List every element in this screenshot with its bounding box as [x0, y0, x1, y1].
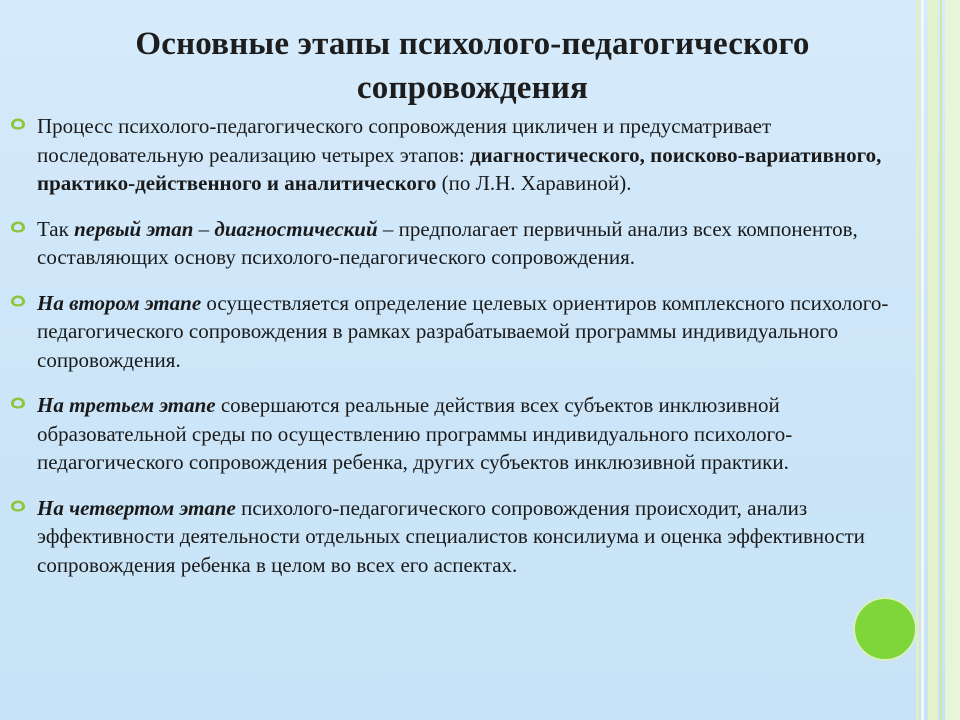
green-o-bullet-icon	[10, 220, 26, 234]
title-line-2: сопровождения	[356, 70, 589, 106]
stripe	[921, 0, 924, 720]
bullet-list	[10, 112, 910, 596]
item-emphasis-text: На втором этапе	[37, 290, 202, 315]
stripe	[928, 0, 938, 720]
slide-title	[40, 22, 905, 110]
item-emphasis-text: На третьем этапе	[37, 393, 216, 417]
title-line-1: Основные этапы психолого-педагогического	[135, 26, 810, 62]
green-o-bullet-icon	[10, 117, 26, 131]
item-text: –	[193, 216, 215, 241]
stripe	[945, 0, 960, 720]
item-text: совершаются реальные действия всех субъектов инклюзивной образовательной среды по осуществлению программы индивидуального психолого-педагогического сопровождения ребенка, других субъектов инклюзивной практики.	[37, 393, 793, 474]
list-item	[10, 391, 910, 477]
item-text: осуществляется определение целевых ориентиров комплексного психолого-педагогического сопровождения в рамках разрабатываемой программы индивидуального сопровождения.	[37, 290, 889, 372]
green-circle-icon	[855, 599, 915, 659]
green-o-bullet-icon	[10, 294, 26, 308]
stripe	[940, 0, 942, 720]
item-text: Так	[37, 216, 75, 241]
green-o-bullet-icon	[10, 396, 26, 410]
item-text: психолого-педагогического сопровождения происходит, анализ эффективности деятельности отдельных специалистов консилиума и оценка эффективности сопровождения ребенка в целом во всех его аспектах.	[37, 495, 865, 577]
list-item	[10, 215, 910, 272]
item-bold-text: диагностического, поисково-вариативного, практико-действенного и аналитического	[37, 142, 882, 195]
stripe	[916, 0, 919, 720]
item-text: (по Л.Н. Харавиной).	[436, 171, 632, 195]
list-item	[10, 494, 910, 580]
decorative-stripes	[916, 0, 960, 720]
item-text: – предполагает первичный анализ всех компонентов, составляющих основу психолого-педагогического сопровождения.	[37, 216, 858, 269]
list-item	[10, 289, 910, 375]
item-emphasis-text: первый этап	[74, 216, 194, 241]
item-emphasis-text: На четвертом этапе	[37, 495, 236, 520]
item-text: Процесс психолого-педагогического сопровождения цикличен и предусматривает последовательную реализацию четырех этапов:	[37, 114, 772, 167]
item-emphasis-text: диагностический	[214, 216, 378, 241]
green-o-bullet-icon	[10, 499, 26, 513]
list-item	[10, 112, 910, 198]
